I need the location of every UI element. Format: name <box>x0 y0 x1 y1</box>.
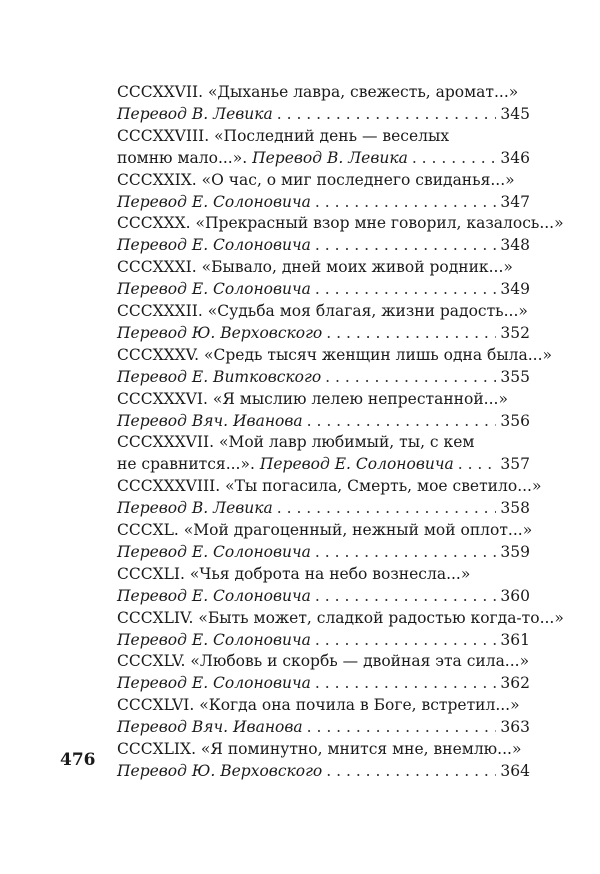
toc-entry-line2 <box>117 234 530 256</box>
dot-leader <box>307 716 497 738</box>
toc-entry-line2 <box>117 278 530 300</box>
toc-entry <box>117 475 542 519</box>
toc-entry-translator: Перевод Е. Витковского <box>117 367 322 386</box>
toc-entry-line2 <box>117 147 530 169</box>
toc-entry-line2 <box>117 191 530 213</box>
toc-entry-translator: Перевод Е. Солоновича <box>117 280 311 299</box>
toc-entry-translator: Перевод Ю. Верховского <box>117 761 323 780</box>
toc-entry <box>117 738 530 782</box>
toc-entry-page: 356 <box>500 411 530 430</box>
toc-entry-title: CCCXXXVIII. «Ты погасила, Смерть, мое светило...» <box>117 477 542 496</box>
toc-entry-line2 <box>117 716 530 738</box>
toc-entry-line2 <box>117 322 530 344</box>
toc-entry <box>117 81 530 125</box>
toc-entry <box>117 125 530 169</box>
dot-leader <box>277 103 497 125</box>
page-number: 476 <box>60 750 96 770</box>
toc-entry-page: 348 <box>500 236 530 255</box>
toc-entry-title: CCCXLIX. «Я поминутно, мнится мне, внемлю...» <box>117 739 522 758</box>
toc-entry-translator: Перевод В. Левика <box>117 499 273 518</box>
toc-entry-translator: Перевод Е. Солоновича <box>117 586 311 605</box>
dot-leader <box>315 629 497 651</box>
toc-entry-page: 358 <box>500 499 530 518</box>
toc-entry <box>117 388 530 432</box>
toc-entry-translator: Перевод В. Левика <box>252 148 408 167</box>
toc-entry-title: CCCXXXVI. «Я мыслию лелею непрестанной...» <box>117 389 508 408</box>
toc-entry-page: 360 <box>500 586 530 605</box>
toc-entry-page: 363 <box>500 718 530 737</box>
dot-leader <box>325 366 496 388</box>
toc-entry-translator: Перевод Е. Солоновича <box>259 455 454 474</box>
toc-entry-page: 364 <box>500 761 530 780</box>
toc-entry-title: CCCXXIX. «О час, о миг последнего свиданья...» <box>117 170 515 189</box>
toc-entry <box>117 344 553 388</box>
toc-entry-title: CCCXXVII. «Дыханье лавра, свежесть, аромат...» <box>117 83 519 101</box>
toc-entry-title: CCCXXXII. «Судьба моя благая, жизни радость...» <box>117 301 528 320</box>
toc-entry <box>117 607 564 651</box>
toc-entry-page: 347 <box>500 192 530 211</box>
toc-entry-translator: Перевод Е. Солоновича <box>117 236 311 255</box>
toc-entry-line2 <box>117 410 530 432</box>
toc-entry-line2 <box>117 585 530 607</box>
toc-entry-page: 362 <box>500 674 530 693</box>
dot-leader <box>315 278 497 300</box>
toc-entry-page: 357 <box>500 455 530 474</box>
toc-entry-title: CCCXXXVII. «Мой лавр любимый, ты, с кем <box>117 433 475 452</box>
toc-entry-line2 <box>117 366 530 388</box>
toc-entry-title: CCCXLI. «Чья доброта на небо вознесла...» <box>117 564 471 583</box>
toc-entry-line2 <box>117 629 530 651</box>
toc-entry-title-continued: помню мало...». <box>117 148 248 167</box>
toc-entry <box>117 169 530 213</box>
toc-entry-page: 349 <box>500 280 530 299</box>
toc-entry-line2 <box>117 453 530 475</box>
toc-entry-translator: Перевод Е. Солоновича <box>117 192 311 211</box>
toc-entry-title: CCCXL. «Мой драгоценный, нежный мой оплот...» <box>117 520 533 539</box>
toc-entry-title: CCCXXXV. «Средь тысяч женщин лишь одна была...» <box>117 345 553 364</box>
toc-entry-title: CCCXXVIII. «Последний день — веселых <box>117 126 450 145</box>
toc-entry-title: CCCXLV. «Любовь и скорбь — двойная эта сила...» <box>117 652 530 671</box>
toc-entry-translator: Перевод Е. Солоновича <box>117 674 311 693</box>
toc-entry-title: CCCXLVI. «Когда она почила в Боге, встретил...» <box>117 696 520 715</box>
toc-entry-page: 361 <box>500 630 530 649</box>
toc-entry-translator: Перевод Вяч. Иванова <box>117 411 303 430</box>
toc-entry-line2 <box>117 497 530 519</box>
toc-entry-translator: Перевод В. Левика <box>117 105 273 123</box>
dot-leader <box>458 453 497 475</box>
toc-entry-title: CCCXXXI. «Бывало, дней моих живой родник...» <box>117 258 513 277</box>
toc-entry-title: CCCXLIV. «Быть может, сладкой радостью когда-то...» <box>117 608 564 627</box>
toc-entry-translator: Перевод Вяч. Иванова <box>117 718 303 737</box>
toc-entry-title: CCCXXX. «Прекрасный взор мне говорил, казалось...» <box>117 214 564 233</box>
dot-leader <box>326 322 496 344</box>
toc-entry <box>117 256 530 300</box>
dot-leader <box>315 585 497 607</box>
toc-entry-line2 <box>117 103 530 125</box>
dot-leader <box>315 672 497 694</box>
toc-entry <box>117 519 533 563</box>
toc-entry <box>117 300 530 344</box>
toc-entry <box>117 650 530 694</box>
dot-leader <box>307 410 497 432</box>
table-of-contents <box>117 81 564 782</box>
toc-entry-page: 352 <box>500 323 530 342</box>
dot-leader <box>315 191 497 213</box>
toc-entry <box>117 694 530 738</box>
toc-entry-page: 345 <box>500 105 530 123</box>
toc-entry <box>117 431 530 475</box>
toc-entry-line2 <box>117 672 530 694</box>
toc-entry-translator: Перевод Е. Солоновича <box>117 542 311 561</box>
dot-leader <box>277 497 497 519</box>
dot-leader <box>315 234 497 256</box>
toc-entry-translator: Перевод Е. Солоновича <box>117 630 311 649</box>
toc-entry <box>117 563 530 607</box>
dot-leader <box>315 541 497 563</box>
toc-entry-line2 <box>117 541 530 563</box>
toc-entry-line2 <box>117 760 530 782</box>
dot-leader <box>412 147 497 169</box>
toc-entry-title-continued: не сравнится...». <box>117 455 255 474</box>
toc-entry-translator: Перевод Ю. Верховского <box>117 323 323 342</box>
toc-entry-page: 346 <box>500 148 530 167</box>
toc-entry <box>117 212 564 256</box>
toc-entry-page: 359 <box>500 542 530 561</box>
dot-leader <box>326 760 496 782</box>
toc-entry-page: 355 <box>500 367 530 386</box>
